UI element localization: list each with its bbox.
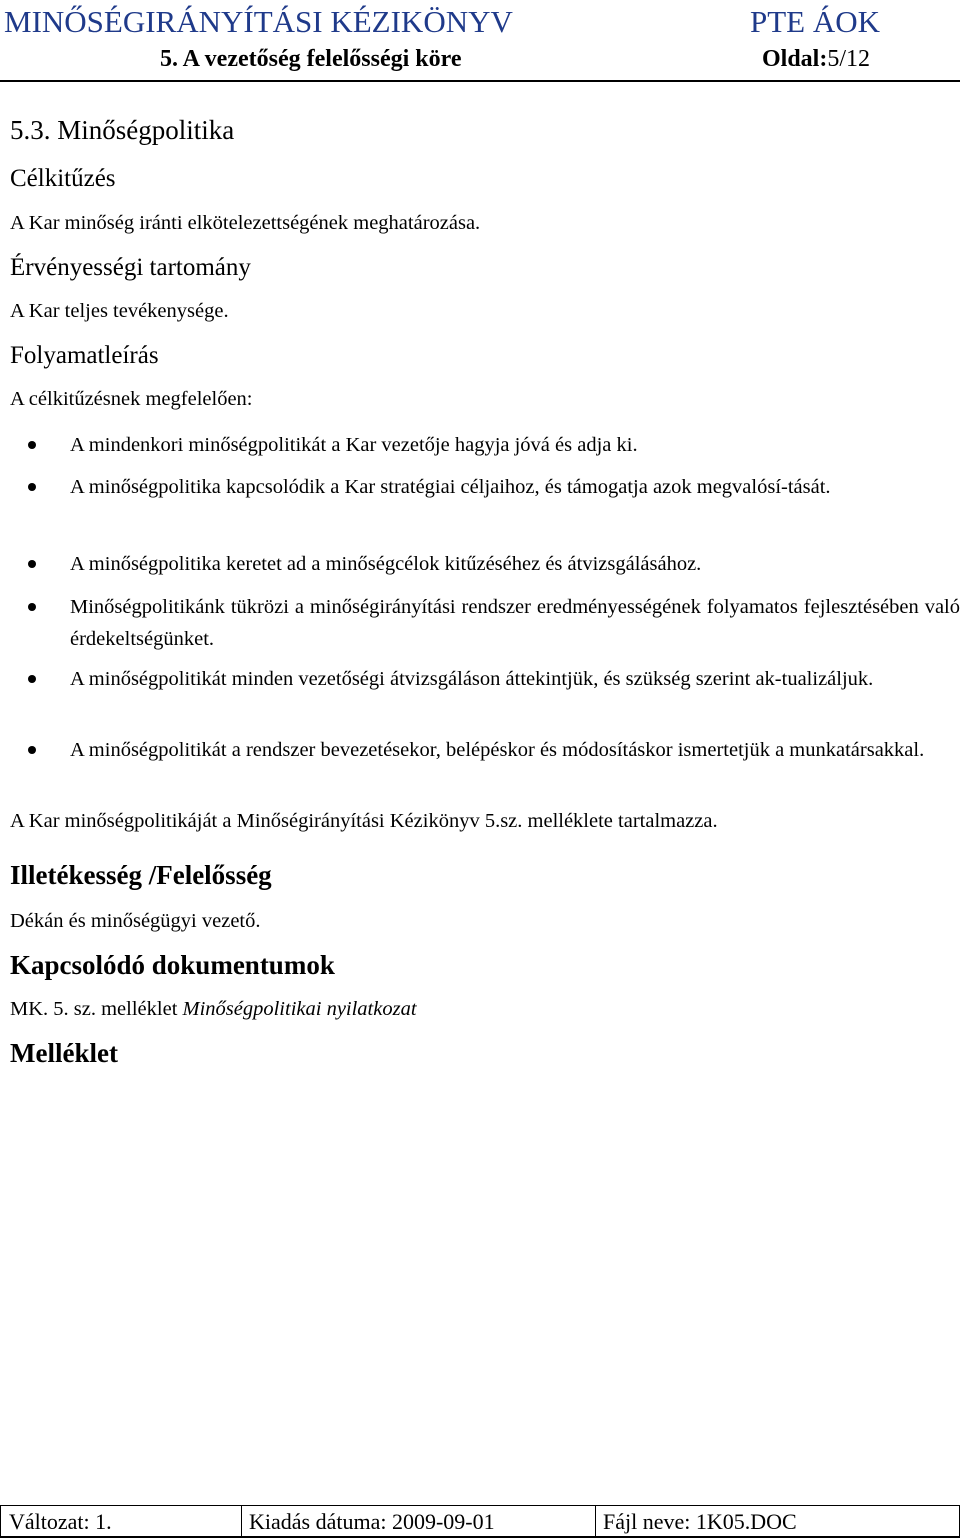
list-item: A minőségpolitikát a rendszer bevezetésekor, belépéskor és módosításkor ismertetjük a munkatársakkal. (70, 739, 925, 761)
page-value: 5/12 (827, 46, 871, 72)
bullet-icon (28, 675, 36, 683)
section-title: 5.3. Minőségpolitika (10, 115, 235, 145)
scope-heading: Érvényességi tartomány (10, 254, 251, 281)
list-item: A minőségpolitika keretet ad a minőségcélok kitűzéséhez és átvizsgálásához. (70, 553, 702, 575)
related-document-title: Minőségpolitikai nyilatkozat (182, 998, 417, 1020)
organization-name: PTE ÁOK (750, 4, 881, 39)
page-number (762, 46, 870, 73)
list-item: Minőségpolitikánk tükrözi a minőségirányítási rendszer eredményességének folyamatos fejlesztésében való érdekeltségünket. (70, 596, 960, 650)
related-document-prefix: MK. 5. sz. melléklet (10, 998, 183, 1020)
objective-text: A Kar minőség iránti elkötelezettségének meghatározása. (10, 212, 481, 234)
responsibility-text: Dékán és minőségügyi vezető. (10, 910, 261, 932)
page-label: Oldal: (762, 46, 828, 72)
objective-heading: Célkitűzés (10, 165, 116, 192)
bullet-icon (28, 746, 36, 754)
bullet-icon (28, 603, 36, 611)
bullet-icon (28, 441, 36, 449)
footer-file-name: Fájl neve: 1K05.DOC (603, 1509, 797, 1534)
scope-text: A Kar teljes tevékenysége. (10, 300, 229, 322)
list-item: A mindenkori minőségpolitikát a Kar vezetője hagyja jóvá és adja ki. (70, 434, 638, 456)
process-heading: Folyamatleírás (10, 342, 159, 369)
footer-version: Változat: 1. (9, 1509, 112, 1534)
list-item: A minőségpolitika kapcsolódik a Kar stratégiai céljaihoz, és támogatja azok megvalósí-tását. (70, 476, 831, 498)
closing-text: A Kar minőségpolitikáját a Minőségirányítási Kézikönyv 5.sz. melléklete tartalmazza. (10, 810, 718, 832)
related-documents-heading: Kapcsolódó dokumentumok (10, 950, 335, 980)
chapter-title: 5. A vezetőség felelősségi köre (160, 46, 462, 72)
annex-heading: Melléklet (10, 1038, 118, 1068)
list-item: A minőségpolitikát minden vezetőségi átvizsgáláson áttekintjük, és szükség szerint ak-tualizáljuk. (70, 668, 874, 690)
bullet-icon (28, 560, 36, 568)
process-intro: A célkitűzésnek megfelelően: (10, 388, 253, 410)
page-header (0, 0, 960, 82)
document-title: MINŐSÉGIRÁNYÍTÁSI KÉZIKÖNYV (4, 4, 513, 39)
responsibility-heading: Illetékesség /Felelősség (10, 860, 272, 890)
related-document (10, 998, 417, 1021)
footer-issue-date: Kiadás dátuma: 2009-09-01 (249, 1509, 495, 1534)
bullet-icon (28, 483, 36, 491)
page-footer (0, 1505, 960, 1538)
